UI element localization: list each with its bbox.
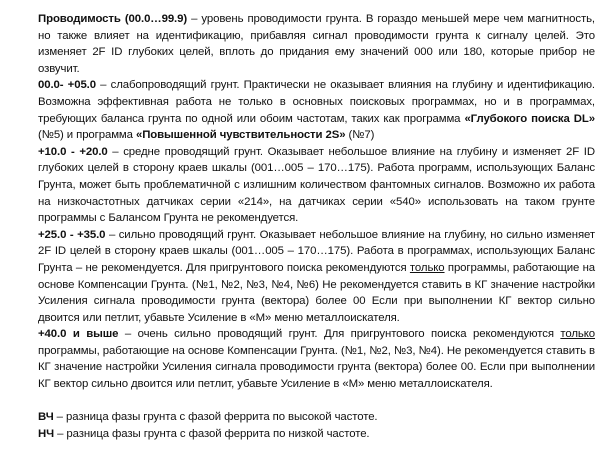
- paragraph-strong-conductivity: [38, 227, 595, 327]
- definition-lf-term: НЧ: [38, 427, 55, 440]
- paragraph-conductivity: [38, 11, 595, 77]
- spacer: [38, 393, 595, 410]
- weak-text-b: (№5) и программа: [38, 129, 136, 142]
- definition-hf-text: – разница фазы грунта с фазой феррита по высокой частоте.: [53, 411, 378, 424]
- paragraph-medium-conductivity: [38, 144, 595, 227]
- medium-text: – средне проводящий грунт. Оказывает небольшое влияние на глубину и изменяет 2F ID глубоких целей в сторону краев шкалы (001…005 – 170…175). Работа программ, использующих Баланс Грунта, может быть проблематичной с излишним количеством фантомных сигналов. Возможно их работа на низкочастотных датчиках серии «214», на датчиках серии «540» использовать на таком грунте программы с Балансом Грунта не рекомендуется.: [38, 145, 595, 225]
- very-strong-text-b: программы, работающие на основе Компенсации Грунта. (№1, №2, №3, №4). Не рекомендуется ставить в КГ значение настройки Усиления сигнала проводимости грунта (вектора) более 00. Если при выполнении КГ вектор сильно двоится или петлит, убавьте Усиление в «М» меню металлоискателя.: [38, 344, 595, 391]
- program-2s: «Повышенной чувствительности 2S»: [135, 129, 346, 142]
- weak-text-a: – слабопроводящий грунт. Практически не оказывает влияния на глубину и идентификацию. Возможна эффективная работа не только в основных поисковых программах, но и в программах, требующих баланса грунта по одной или обоим частотам, таких как программа: [38, 79, 595, 125]
- medium-range: +10.0 - +20.0: [38, 145, 108, 158]
- strong-text-b: программы, работающие на основе Компенсации Грунта. (№1, №2, №3, №4, №6) Не рекомендуется ставить в КГ значение настройки Усиления сигнала проводимости грунта (вектора) более 00 Если при выполнении КГ вектор сильно двоится или петлит, убавьте Усиление в «М» меню металлоискателя.: [38, 261, 595, 324]
- paragraph-weak-conductivity: [38, 77, 595, 143]
- very-strong-only-underlined: только: [560, 328, 595, 341]
- strong-text-a: – сильно проводящий грунт. Оказывает небольшое влияние на глубину, но сильно изменяет 2F ID целей в сторону краев шкалы (001…005 – 170…175). Работа в программах, использующих Баланс Грунта – не рекомендуется. Для пригрунтового поиска рекомендуются: [38, 228, 595, 274]
- conductivity-text: – уровень проводимости грунта. В гораздо меньшей мере чем магнитность, но также влияет на идентификацию, прибавляя сигнал проводимости грунта к сигналу целей. Это изменяет 2F ID глубоких целей, вплоть до придания ему значений 000 или 180, которые прибор не озвучит.: [38, 13, 595, 75]
- paragraph-very-strong-conductivity: [38, 326, 595, 392]
- strong-range: +25.0 - +35.0: [38, 228, 106, 241]
- very-strong-text-a: – очень сильно проводящий грунт. Для пригрунтового поиска рекомендуются: [118, 328, 561, 341]
- definition-hf: [38, 409, 595, 426]
- document-body: [38, 11, 595, 442]
- definition-lf-text: – разница фазы грунта с фазой феррита по низкой частоте.: [54, 427, 370, 440]
- very-strong-range: +40.0 и выше: [38, 328, 119, 341]
- definition-lf: [38, 426, 595, 443]
- weak-range: 00.0- +05.0: [38, 79, 96, 92]
- definition-hf-term: ВЧ: [38, 411, 54, 424]
- conductivity-title: Проводимость (00.0…99.9): [38, 13, 188, 25]
- program-dl: «Глубокого поиска DL»: [464, 112, 595, 125]
- strong-only-underlined: только: [409, 261, 445, 274]
- weak-text-c: (№7): [345, 129, 375, 142]
